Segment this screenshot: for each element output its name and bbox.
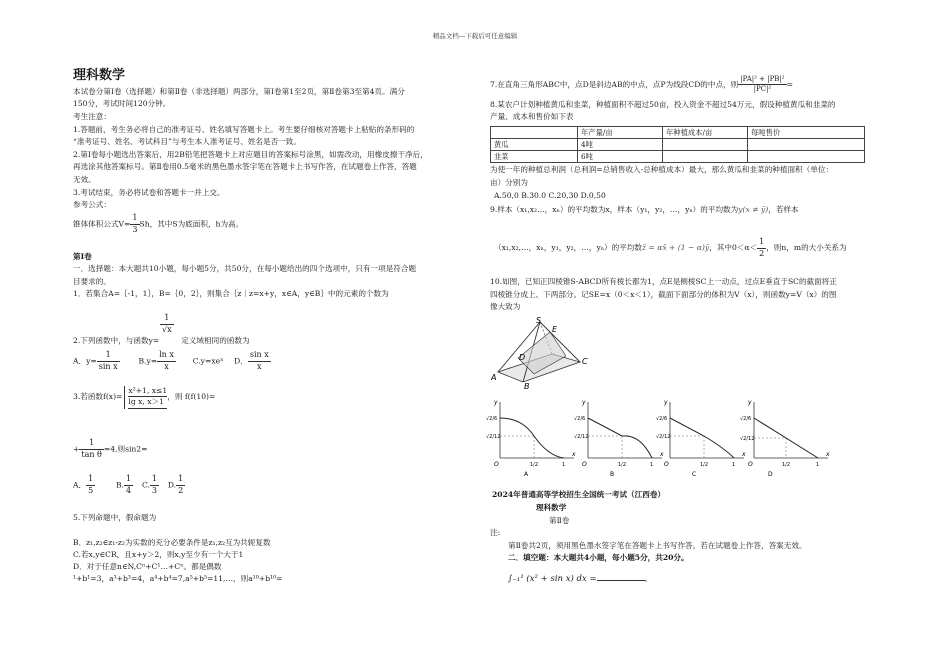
answer-graphs: [486, 398, 831, 478]
table-cell: [663, 151, 748, 163]
q2-option-b: B.y=: [138, 356, 158, 366]
graph-c: [656, 399, 746, 478]
q10-line-b: 四棱锥分成上、下两部分。记SE=x（0＜x＜1），截面下面部分的体积为V（x），则函数y=V（x）的图: [490, 290, 837, 299]
q2-pre: 2.下列函数中，与函数y=: [73, 336, 160, 345]
q2-d-num: sin x: [248, 350, 271, 362]
q4-d-den: 2: [178, 485, 184, 495]
q3-post: ，则 f(f(10)=: [167, 392, 216, 402]
graph-b-o: O: [582, 461, 587, 468]
table-header-cell: 每吨售价: [748, 127, 865, 139]
cone-frac-den: 3: [132, 224, 138, 234]
q7-den: |PC|²: [753, 85, 772, 94]
graph-c-y: y: [664, 399, 668, 406]
label-s: S: [536, 316, 542, 325]
graph-c-x: x: [742, 451, 746, 458]
graph-b: [574, 399, 664, 478]
cone-frac-num: 1: [130, 213, 139, 225]
exam-title: 2024年普通高等学校招生全国统一考试（江西卷）: [492, 490, 666, 499]
graph-c-one: 1: [732, 462, 736, 468]
q4-a-num: 1: [86, 474, 95, 486]
part-2-heading: 第Ⅱ卷: [549, 516, 570, 525]
section-2-heading: 二．填空题：本大题共4小题，每小题5分，共20分。: [508, 553, 689, 562]
table-cell: 黄瓜: [491, 139, 578, 151]
q11-answer-blank: [597, 580, 645, 581]
section-1-line-a: 一．选择题：本大题共10小题，每小题5分，共50分，在每小题给出的四个选项中，只有一项是符合题: [73, 264, 417, 273]
q2-option-a: A．y=: [73, 356, 97, 366]
label-d: D: [519, 353, 526, 362]
q2-a-den: sin x: [98, 361, 118, 371]
graph-b-y: y: [582, 399, 586, 406]
table-cell: [663, 139, 748, 151]
q9-text-b-mid: ，其中0＜α＜: [709, 243, 758, 253]
graph-d: [740, 399, 830, 478]
question-7: [490, 75, 793, 95]
q9-text-b: （x₁,x₂,…，xₙ，y₁，y₂，…，yₙ）的平均数: [494, 243, 643, 253]
q4-den: tan θ: [81, 449, 102, 459]
graph-d-one: 1: [816, 462, 820, 468]
notice-title: 考生注意：: [73, 112, 111, 121]
graph-d-y2: √2/12: [740, 436, 755, 442]
q4-options: [73, 474, 185, 497]
table-header-cell: [491, 127, 578, 139]
q2-options: [73, 350, 271, 373]
q4-num: 1: [79, 438, 104, 450]
q4-b-num: 1: [124, 474, 133, 486]
q11-integral: ∫₋₁¹ (x² + sin x) dx =: [508, 574, 597, 584]
graph-a-o: O: [494, 461, 499, 468]
q2-one: 1: [160, 313, 174, 325]
label-c: C: [582, 357, 588, 366]
graph-a-x: x: [572, 451, 576, 458]
q11-end: 。: [644, 574, 653, 583]
q2-root-fraction: [160, 313, 174, 336]
q9-text-a: 9.样本（x₁,x₂…，xₙ）的平均数为x，样本（y₁，y₂，…，yₙ）的平均数为: [490, 205, 739, 214]
table-row: [491, 139, 865, 151]
question-3: [73, 386, 215, 409]
q10-line-c: 像大致为: [490, 302, 521, 311]
question-6: ¹+b¹=3，a³+b³=4，a⁴+b⁴=7,a⁵+b⁵=11,…，则a¹⁰+b¹⁰=: [73, 574, 283, 583]
table-cell: 韭菜: [491, 151, 578, 163]
q8-options: A.50,0 B.30.0 C.20,30 D.0,50: [494, 191, 606, 200]
graph-d-x: x: [826, 451, 830, 458]
cone-post: Sh，其中S为底面积，h为高。: [139, 219, 244, 229]
formula-title: 参考公式：: [73, 200, 111, 209]
q8-line-d: 亩）分别为: [490, 178, 528, 187]
notice-3: 3.考试结束，务必将试卷和答题卡一并上交。: [73, 188, 225, 197]
q4-plus: +: [73, 444, 80, 454]
graph-b-label: B: [610, 471, 615, 478]
q8-line-a: 8.某农户计划种植黄瓜和韭菜，种植面积不超过50亩，投入资金不超过54万元，假设种植黄瓜和韭菜的: [490, 100, 836, 109]
graph-b-y2: √2/12: [574, 434, 589, 440]
q8-line-c: 为使一年的种植总利润（总利润=总销售收入-总种植成本）最大，那么黄瓜和韭菜的种植面积（单位：: [490, 165, 834, 174]
q7-eq: =: [786, 79, 793, 89]
notice-1a: 1.答题前，考生务必将自己的准考证号、姓名填写答题卡上。考生要仔细核对答题卡上粘贴的条形码的: [73, 125, 415, 134]
q4-c-den: 3: [151, 485, 158, 495]
q3-case-2: lg x, x＞1: [128, 396, 167, 408]
graph-c-o: O: [664, 461, 669, 468]
q3-pre: 3.若函数f(x)=: [73, 392, 123, 402]
graph-a-one: 1: [562, 462, 566, 468]
part-1-heading: 第Ⅰ卷: [73, 252, 92, 261]
q8-line-b: 产量、成本和售价如下表: [490, 112, 574, 121]
question-4: [73, 438, 148, 461]
q2-post: 定义域相同的函数为: [181, 336, 250, 345]
graph-a-y: y: [494, 399, 498, 406]
subject-title: 理科数学: [536, 503, 567, 512]
cone-fraction: [130, 213, 139, 236]
table-header-cell: 年产量/亩: [578, 127, 663, 139]
graph-d-y1: √2/6: [740, 416, 752, 422]
graph-a-y1: √2/6: [486, 416, 498, 422]
table-cell: 6吨: [578, 151, 663, 163]
q9-text-b-end: ，则n，m的大小关系为: [766, 243, 847, 253]
q4-a-den: 5: [88, 485, 94, 495]
note-text: 第Ⅱ卷共2页，须用黑色墨水签字笔在答题卡上书写作答。若在试题卷上作答，答案无效。: [508, 541, 807, 550]
q9-frac-num: 1: [757, 237, 766, 249]
q2-b-den: x: [164, 361, 169, 371]
label-a: A: [491, 373, 497, 382]
q4-option-c: C.: [141, 480, 150, 490]
cone-pre: 锥体体积公式V=: [73, 219, 131, 229]
crop-table: [490, 126, 865, 163]
q4-option-d: D.: [167, 480, 177, 490]
q5-option-b: B．z₁,z₂∈z₁-z₂为实数的充分必要条件是z₁,z₂互为共轭复数: [73, 538, 271, 547]
notice-2b: 再选涂其他答案标号。第Ⅱ卷用0.5毫米的黑色墨水签字笔在答题卡上书写作答，在试题卷上作答，答题: [73, 162, 417, 171]
q9-formula-1: y(x ≠ ȳ): [738, 205, 769, 214]
graph-d-label: D: [768, 471, 773, 478]
question-9: [490, 205, 799, 215]
notice-2c: 无效。: [73, 175, 96, 184]
page-title: 理科数学: [73, 68, 126, 83]
graph-c-label: C: [692, 471, 697, 478]
q9-frac-den: 2: [759, 248, 765, 258]
question-9-b: [494, 237, 847, 260]
graph-d-y: y: [748, 399, 752, 406]
q9-formula-2: z̄ = αx̄ + (1 − α)ȳ: [642, 243, 710, 253]
cone-formula: [73, 213, 243, 236]
q4-b-den: 4: [126, 485, 132, 495]
q2-option-d: D．: [234, 356, 248, 366]
table-cell: [748, 139, 865, 151]
table-header-row: [491, 127, 865, 139]
section-1-line-b: 目要求的。: [73, 277, 111, 286]
q4-option-a: A．: [73, 480, 87, 490]
q7-text: 7.在直角三角形ABC中，点D是斜边AB的中点，点P为线段CD的中点，则: [490, 79, 739, 89]
q2-a-num: 1: [97, 350, 120, 362]
label-b: B: [524, 382, 530, 390]
q4-c-num: 1: [150, 474, 159, 486]
graph-d-o: O: [748, 461, 753, 468]
table-cell: 4吨: [578, 139, 663, 151]
graph-a: [486, 399, 576, 478]
note-label: 注:: [490, 528, 501, 537]
q5-option-d: D．对于任意n∈N,Cⁿ+C¹…+Cⁿ。都是偶数: [73, 562, 222, 571]
q4-d-num: 1: [176, 474, 185, 486]
graph-b-x: x: [660, 451, 664, 458]
q2-root: √x: [162, 324, 172, 334]
q3-case-1: x²+1, x≤1: [128, 386, 168, 395]
table-row: [491, 151, 865, 163]
q7-num: |PA|² + |PB|²: [738, 75, 786, 85]
notice-2a: 2.第Ⅰ卷每小题选出答案后，用2B铅笔把答题卡上对应题目的答案标号涂黑，如需改动，用橡皮擦干净后，: [73, 150, 428, 159]
q5-option-c: C.若x,y∈CR，且x+y＞2，则x,y至少有一个大于1: [73, 550, 244, 559]
q4-post: =4,则sin2=: [103, 444, 148, 454]
graph-a-label: A: [524, 471, 529, 478]
question-2: [73, 336, 250, 346]
label-e: E: [552, 325, 558, 334]
graph-b-one: 1: [650, 462, 654, 468]
q2-d-den: x: [257, 361, 262, 371]
q10-line-a: 10.如图，已知正四棱锥S-ABCD所有棱长都为1，点E是侧棱SC上一动点，过点E垂直于SC的截面将正: [490, 277, 837, 286]
intro-line-1: 本试卷分第Ⅰ卷（选择题）和第Ⅱ卷（非选择题）两部分，第Ⅰ卷第1至2页，第Ⅱ卷第3至第4页。满分: [73, 87, 405, 96]
graph-c-y1: √2/6: [656, 416, 668, 422]
graph-d-x1: 1/2: [782, 462, 791, 468]
question-11: [508, 574, 652, 585]
q2-option-c: C.y=xeˣ: [192, 356, 224, 366]
question-5: 5.下列命题中，假命题为: [73, 513, 157, 522]
graph-b-y1: √2/6: [574, 416, 586, 422]
notice-1b: “准考证号、姓名、考试科目”与考生本人准考证号、姓名是否一致。: [73, 137, 301, 146]
graph-b-x1: 1/2: [618, 462, 627, 468]
table-header-cell: 年种植成本/亩: [663, 127, 748, 139]
graph-a-x1: 1/2: [530, 462, 539, 468]
page-header: 精品文档---下载后可任意编辑: [432, 32, 518, 40]
q4-option-b: B.: [116, 480, 125, 490]
q9-text-a-end: ，若样本: [768, 205, 799, 214]
question-1: 1．若集合A=｛-1，1｝，B=｛0，2｝，则集合｛z｜z=x+y，x∈A，y∈B｝中的元素的个数为: [73, 289, 389, 298]
graph-a-y2: √2/12: [486, 434, 501, 440]
graph-c-x1: 1/2: [700, 462, 709, 468]
graph-c-y2: √2/12: [656, 434, 671, 440]
intro-line-2: 150分，考试时间120分钟。: [73, 99, 171, 108]
pyramid-figure: [488, 314, 598, 390]
q2-b-num: ln x: [157, 350, 176, 362]
table-cell: [748, 151, 865, 163]
